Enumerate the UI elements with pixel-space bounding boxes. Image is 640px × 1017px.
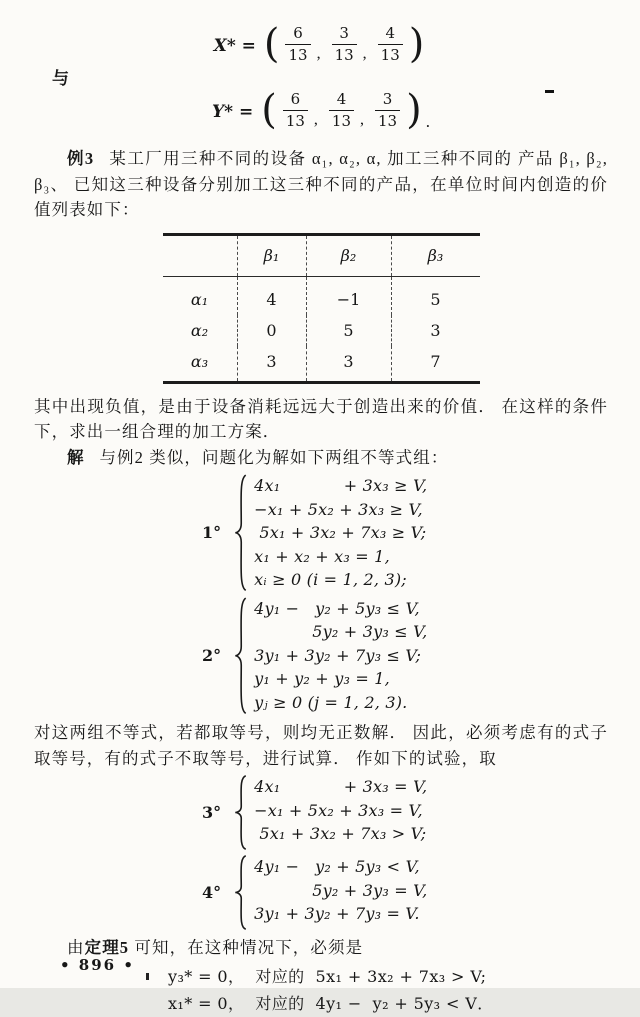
page-number: • 896 • [60, 956, 135, 974]
text-line: 3y₁ + 3y₂ + 7y₃ = V. [254, 904, 420, 923]
text-line: 4x₁ + 3x₃ ≥ V, [254, 476, 428, 495]
fraction: $\frac{6}{13}$ [283, 90, 308, 130]
paragraph-example-3 [34, 146, 608, 223]
text-line: 5x₁ + 3x₂ + 7x₃ ≥ V; [254, 523, 427, 542]
left-brace-icon [233, 597, 248, 715]
open-paren: ( [261, 87, 277, 134]
system-2-equations [248, 597, 427, 715]
system-1-label: 1° [202, 523, 222, 543]
paragraph-between-systems: 对这两组不等式，若都取等号，则均无正数解． 因此，必须考虑有的式子取等号，有的式子不取等号，进行试算． 作如下的试验，取 [34, 723, 608, 768]
system-2-label: 2° [202, 645, 222, 665]
values-table-wrapper [34, 233, 608, 384]
theorem-pre: 由 [67, 938, 85, 957]
example-label: 例3 [67, 149, 95, 168]
text-line: 5y₂ + 3y₃ ≤ V, [254, 622, 428, 641]
paragraph-after-table: 其中出现负值，是由于设备消耗远远大于创造出来的价值． 在这样的条件下，求出一组合理的加工方案． [34, 396, 608, 441]
text-line: 4y₁ − y₂ + 5y₃ ≤ V, [254, 598, 420, 618]
text-line: y₁ + y₂ + y₃ = 1, [254, 669, 390, 688]
scan-artifact-dash [545, 90, 554, 93]
x-star-lhs: X* = [213, 36, 256, 57]
system-4 [202, 855, 608, 930]
system-4-equations [248, 855, 427, 930]
table-row: α₁ 4 −1 5 [163, 276, 480, 315]
open-paren: ( [263, 21, 280, 68]
text-line: y₃* = 0， 对应的 5x₁ + 3x₂ + 7x₃ > V; [168, 966, 487, 986]
close-paren: ) [406, 87, 422, 134]
conclusion-lines [168, 963, 608, 1017]
text-line: x₁* = 0， 对应的 4y₁ − y₂ + 5y₃ < V． [168, 993, 494, 1013]
header-empty [163, 234, 238, 276]
fraction: $\frac{4}{13}$ [329, 90, 354, 130]
text-line: 4y₁ − y₂ + 5y₃ < V, [254, 857, 420, 876]
table-row: α₂ 0 5 3 [163, 315, 480, 346]
scan-artifact-mark [146, 973, 149, 980]
formula-x-star: X* = ( $\frac{6}{13}$ , $\frac{3}{13}$ , $\frac{4}{13}$ ) [213, 21, 425, 68]
system-2 [202, 597, 608, 715]
fraction: $\frac{3}{13}$ [375, 90, 400, 130]
left-brace-icon [233, 855, 248, 930]
text-line: x₁ + x₂ + x₃ = 1, [254, 546, 390, 566]
and-connector: 与 [52, 69, 70, 88]
fraction: $\frac{3}{13}$ [332, 24, 357, 64]
system-4-label: 4° [202, 883, 222, 902]
table-row: α₃ 3 3 7 [163, 346, 480, 383]
text-line: 5y₂ + 3y₃ = V, [254, 880, 428, 900]
text-line: 3y₁ + 3y₂ + 7y₃ ≤ V; [254, 645, 422, 665]
text-line: −x₁ + 5x₂ + 3x₃ = V, [254, 800, 423, 820]
close-paren: ) [408, 21, 425, 68]
solution-label: 解 [67, 447, 85, 467]
text-line: −x₁ + 5x₂ + 3x₃ ≥ V, [254, 499, 423, 519]
fraction: $\frac{4}{13}$ [378, 24, 403, 64]
solution-text: 与例2 类似，问题化为解如下两组不等式组： [99, 447, 449, 467]
system-3-label: 3° [202, 803, 222, 822]
system-1 [202, 474, 608, 592]
text-line: xᵢ ≥ 0 (i = 1, 2, 3); [254, 570, 407, 589]
formula-y-star: Y* = ( $\frac{6}{13}$ , $\frac{4}{13}$ , $\frac{3}{13}$ ) . [212, 87, 430, 134]
system-3 [202, 775, 608, 850]
text-line: 5x₁ + 3x₂ + 7x₃ > V; [254, 824, 427, 843]
table-header-row [163, 234, 480, 276]
text-line: 4x₁ + 3x₃ = V, [254, 777, 428, 796]
fraction: $\frac{6}{13}$ [285, 24, 310, 64]
left-brace-icon [233, 474, 248, 592]
system-1-equations [248, 474, 427, 592]
y-star-lhs: Y* = [212, 102, 254, 123]
header-beta1: β₁ [237, 234, 306, 276]
values-table [163, 233, 480, 384]
example-text: 某工厂用三种不同的设备 α₁, α₂, α, 加工三种不同的 产品 β₁, β₂, β₃、 已知这三种设备分别加工这三种不同的产品，在单位时间内创造的价值列表如下： [34, 149, 608, 219]
theorem-rest: 可知，在这种情况下，必须是 [129, 938, 364, 957]
theorem-label: 定理5 [84, 938, 130, 957]
system-3-equations [248, 775, 427, 850]
header-beta2: β₂ [306, 234, 391, 276]
text-line: yⱼ ≥ 0 (j = 1, 2, 3). [254, 692, 408, 712]
left-brace-icon [233, 775, 248, 850]
header-beta3: β₃ [391, 234, 480, 276]
paragraph-solution [34, 445, 608, 471]
